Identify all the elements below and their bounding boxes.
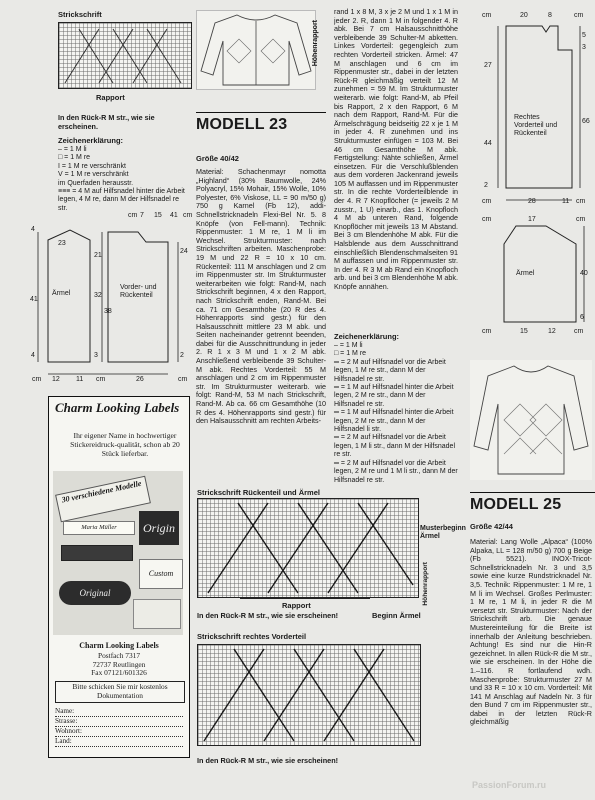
chart1-hoehenrapport: Höhenrapport	[422, 562, 429, 606]
dim-bottom: cm	[32, 376, 42, 383]
schnitt-outline	[28, 212, 193, 387]
dim25-top: 8	[548, 12, 552, 19]
label-blank	[133, 599, 181, 629]
zeichen-list	[58, 146, 188, 213]
schnitt25-outline	[476, 10, 591, 210]
small-knit-chart	[58, 22, 192, 89]
dim25-side: 44	[484, 140, 492, 147]
dim-inner: 3	[94, 352, 98, 359]
zeichen-item: □ = 1 M re	[58, 154, 91, 162]
col3-zeichen-item: ═ = 2 M auf Hilfsnadel vor die Arbeit legen, 2 M re und 1 M li str., dann M der Hilfsnadel re str.	[334, 459, 458, 484]
sweater25-outline	[470, 360, 592, 480]
dim-inner: 38	[104, 308, 112, 315]
modell25-title: MODELL 25	[470, 496, 562, 513]
title-rule-25	[470, 492, 595, 493]
chart2-title: Strickschrift rechtes Vorderteil	[197, 632, 307, 641]
zeichen-item: I = 1 M re verschränkt	[58, 162, 126, 170]
zeichen-title: Zeichenerklärung:	[58, 136, 124, 145]
col3-zeichen-item: ═ = 1 M auf Hilfsnadel hinter die Arbeit legen, 2 M re str., dann M der Hilfsnadel re str.	[334, 384, 454, 408]
watermark: PassionForum.ru	[472, 780, 547, 790]
dim-top: 7	[140, 212, 144, 219]
zeichen-item: ≡≡≡ = 4 M auf Hilfsnadel hinter die Arbeit legen, 4 M re, dann M der Hilfsnadel re str.	[58, 188, 185, 212]
title-rule	[196, 112, 326, 113]
dim-top: 41	[170, 212, 178, 219]
dim25-side: 66	[582, 118, 590, 125]
rapport-bracket	[58, 88, 158, 89]
labels-photo	[53, 471, 183, 635]
dim25b-top: cm	[482, 216, 492, 223]
dim-top: cm	[128, 212, 138, 219]
dim25b-side: 40	[580, 270, 588, 277]
col3-zeichen-title: Zeichenerklärung:	[334, 332, 400, 341]
dim25-bottom: cm	[482, 198, 492, 205]
rechtes-label: Rechtes Vorderteil und Rückenteil	[514, 114, 558, 137]
hoehenrapport-label: Höhenrapport	[312, 20, 319, 67]
sweater-outline	[197, 11, 315, 89]
dim25b-bottom: 12	[548, 328, 556, 335]
col3-zeichen-item: □ = 1 M re	[334, 350, 367, 358]
strickschrift-label: Strickschrift	[58, 10, 102, 19]
chart2-foot: In den Rück-R M str., wie sie erscheinen!	[197, 756, 339, 765]
dim25-top: cm	[574, 12, 584, 19]
dim25b-side: 6	[580, 314, 584, 321]
form-wohnort: Wohnort:	[55, 727, 183, 737]
modell25-size: Größe 42/44	[470, 522, 513, 531]
dim25b-bottom: 15	[520, 328, 528, 335]
armel-label: Ärmel	[52, 290, 71, 297]
dim-inner: 21	[94, 252, 102, 259]
label-dark-band	[61, 545, 133, 561]
dim25b-bottom: cm	[574, 328, 584, 335]
ad-address	[49, 652, 189, 678]
charm-labels-ad	[48, 396, 190, 758]
dim25b-top: cm	[576, 216, 586, 223]
rapport-label: Rapport	[96, 93, 125, 102]
dim-top: 15	[154, 212, 162, 219]
dim25b-bottom: cm	[482, 328, 492, 335]
schnitt-diagram-modell23	[28, 212, 193, 387]
form-name: Name:	[55, 707, 183, 717]
address-line: 72737 Reutlingen	[92, 659, 146, 669]
zeichen-item: im Querfaden herausstr.	[58, 179, 134, 187]
address-line: Fax 07121/601326	[91, 668, 147, 678]
sweater-sketch-modell25	[470, 360, 592, 480]
chart-rueckenteil-armel	[197, 498, 419, 598]
dim-top: cm	[183, 212, 193, 219]
col3-zeichen-list	[334, 342, 458, 485]
form-strasse: Strasse:	[55, 717, 183, 727]
chart1-title: Strickschrift Rückenteil und Ärmel	[197, 488, 320, 497]
dim25-side: 3	[582, 44, 586, 51]
chart1-rapport-bracket	[240, 598, 370, 599]
col3-zeichen-item: ═ = 1 M auf Hilfsnadel hinter die Arbeit legen, 2 M re str., dann M der Hilfsnadel li str.	[334, 409, 454, 434]
col3-zeichen-item: – = 1 M li	[334, 342, 363, 349]
dim25b-top: 17	[528, 216, 536, 223]
zeichen-item: V = 1 M re verschränkt	[58, 171, 129, 179]
label-tag: Origin	[139, 511, 179, 545]
chart1-foot: In den Rück-R M str., wie sie erscheinen!	[197, 611, 339, 620]
modell23-size: Größe 40/42	[196, 154, 239, 163]
col3-zeichen-item: ═ = 2 M auf Hilfsnadel vor die Arbeit legen, 1 M re str., dann M der Hilfsnadel re str.	[334, 358, 446, 383]
rueck-note: In den Rück-R M str., wie sie erscheinen.	[58, 113, 155, 131]
dim25-bottom: 28	[528, 198, 536, 205]
col3-zeichen-item: ═ = 2 M auf Hilfsnadel vor die Arbeit legen, 1 M li str., dann M der Hilfsnadel re str.	[334, 434, 456, 459]
zeichen-item: – = 1 M li	[58, 146, 87, 153]
modell23-instructions: Material: Schachenmayr nomotta „Highland“ (30% Baumwolle, 24% Polyacryl, 15% Mohair, 15% Wolle, 10% Polyester, 6% Viskose, LL = 90 m/50 g) 750 g Karnel (Fb 12), addi-Schnellstricknadeln Flexi-Bel Nr. 5. 8 Knöpfe (von Fell-mann). Technik: Rippenmuster: 1 M re, 1 M li im Wechsel. Strukturmuster: nach Strickschriften arbeiten. Maschenprobe: 19 M und 22 R = 10 x 10 cm. Rückenteil: 111 M anschlagen und 2 cm im Rippenmuster str. Im Strukturmuster weiterarbeiten wie folgt: Rand-M, nach Strickschrift beginnen, 4 x den Rapport, nach Strickschrift enden, Rand-M. Bei ca. 71 cm Gesamthöhe (20 R des 4. Höhenrapports sind gestr.) für den Halsausschnitt mittlere 23 M abk. und Seiten nacheinander getrennt beenden, dabei für die Ausschnittrundung in jeder 2. R 1 x 3 M und 1 x 2 M abk. Anschließend verbleibende 39 Schulter-M abk. Rechtes Vorderteil: 55 M anschlagen und 2 cm im Rippenmuster str. Im Strukturmuster weiterarb. wie folgt: Rand-M, 53 M nach Strickschrift, Rand-M. Ab ca. 66 cm Gesamthöhe (10 R des 4. Höhenrapports sind gestr.) für den Halsausschnitt am rechten Arbeits-	[196, 168, 326, 426]
dim25-bottom: cm	[576, 198, 586, 205]
schnitt-diagram-modell25	[476, 10, 591, 210]
dim-bottom: cm	[178, 376, 188, 383]
dim-bottom: 26	[136, 376, 144, 383]
chart-rechtes-vorderteil	[197, 644, 421, 746]
dim-right: 24	[180, 248, 188, 255]
modell25-instructions: Material: Lang Wolle „Alpaca“ (100% Alpaka, LL = 128 m/50 g) 700 g Beige (Fb 5521). INOX-Tricot-Schnellstricknadeln Nr. 3 und 3,5 sowie eine kurze Rundstricknadel Nr. 3,5. Technik: Rippenmuster: 1 M re, 1 M li im Wechsel. Großes Perlmuster: 1 M re, 1 M li, in jeder R die M versetzt str. Strukturmuster: Nach der Strickschrift arb. Die genaue Mustereinteilung für die Breite ist innerhalb der Anleitung beschrieben. Achtung! Es sind nur die Hin-R gezeichnet. In allen Rück-R die M str., wie sie erscheinen. In der Höhe die 1.–116. R fortlaufend wdh. Maschenprobe: Strukturmuster 27 M und 33 R = 10 x 10 cm. Vorderteil: Mit 141 M Anschlag auf Nadeln Nr. 3 für den Bund 7 cm im Rippenmuster str., dabei in der letzten Rück-R gleichmäßig	[470, 538, 592, 727]
dim-bottom: cm	[96, 376, 106, 383]
label-tag: Original	[59, 581, 131, 605]
musterbeginn-armel: Musterbeginn Ärmel	[420, 525, 466, 540]
beginn-armel: Beginn Ärmel	[372, 611, 421, 620]
dim-bottom: 12	[52, 376, 60, 383]
dim-left: 41	[30, 296, 38, 303]
ad-subtitle: Ihr eigener Name in hochwertiger Stickereidruck-qualität, schon ab 20 Stück lieferbar.	[70, 431, 180, 458]
armel25-outline	[476, 214, 591, 344]
dim25-side: 2	[484, 182, 488, 189]
label-tag: Custom	[139, 559, 183, 589]
dim-right: 2	[180, 352, 184, 359]
dim-left: 4	[31, 352, 35, 359]
ad-company: Charm Looking Labels	[79, 641, 159, 650]
dim-left: 4	[31, 226, 35, 233]
dim25-top: 20	[520, 12, 528, 19]
dim25-bottom: 11	[562, 198, 570, 205]
dim-inner: 32	[94, 292, 102, 299]
chart1-pattern	[198, 499, 418, 597]
chart1-rapport: Rapport	[282, 601, 311, 610]
ad-form	[55, 707, 183, 747]
label-tag: Maria Müller	[63, 521, 135, 535]
chart-diagonal-lines	[59, 23, 191, 88]
label-tag: 30 verschiedene Modelle	[55, 476, 151, 523]
col3-instructions: rand 1 x 8 M, 3 x je 2 M und 1 x 1 M in jeder 2. R, dann 1 M in folgender 4. R abk. Bei 7 cm Halsausschnitthöhe verbleibende 39 Schulter-M abketten. Linkes Vorderteil: gegengleich zum rechten Vorderteil stricken. Ärmel: 47 M anschlagen und 6 cm im Rippenmuster str., dabei in der letzten Rück-R gleichmäßig verteilt 12 M zunehmen = 59 M. Im Strukturmuster weiterarb. wie folgt: Rand-M, ab Pfeil bis Rapport, 2 x den Rapport, 6 M nach dem Rapport, Rand-M. Für die Ärmelschrägung beidseitig 22 x je 1 M in jeder 4. R zunehmen und ins Strukturmuster einfügen = 103 M. Bei 46 cm Gesamthöhe M abk. Fertigstellung: Nähte schließen, Ärmel einsetzen. Für die Verschlußblenden aus dem vorderen Jackenrand jeweils 105 M auffassen und im Rippenmuster str. In die rechte Vorderteilblende in der 4. R 7 Knopflöcher (= jeweils 2 M zusstr., 1 U) einarb., das 1. Knopfloch 4 M ab unteren Rand, folgende Knopflöcher mit jeweils 13 M Abstand. Bei 3 cm Blendenhöhe M abk. Für die Halsblende aus dem Ausschnittrand einschließlich Blendenschmalseiten 91 M auffassen und im Rippenmuster str. In der 4. R 3 M ab Rand ein Knopfloch arb. und bei 3 cm Blendenhöhe M abk. Knöpfe annähen.	[334, 8, 458, 291]
ad-title: Charm Looking Labels	[55, 400, 180, 415]
sweater-sketch-modell23	[196, 10, 316, 90]
vorder-label: Vorder- und Rückenteil	[120, 284, 157, 299]
chart2-pattern	[198, 645, 420, 745]
dim-bottom: 11	[76, 376, 84, 383]
dim25-side: 5	[582, 32, 586, 39]
dim25-side: 27	[484, 62, 492, 69]
ad-cta: Bitte schicken Sie mir kostenlos Dokumentation	[55, 681, 185, 703]
armel25-label: Ärmel	[516, 270, 535, 277]
address-line: Postfach 7317	[97, 651, 141, 660]
modell23-title: MODELL 23	[196, 116, 288, 133]
dim25-top: cm	[482, 12, 492, 19]
dim-left: 23	[58, 240, 66, 247]
armel-diagram-modell25	[476, 214, 591, 344]
form-land: Land:	[55, 737, 183, 747]
